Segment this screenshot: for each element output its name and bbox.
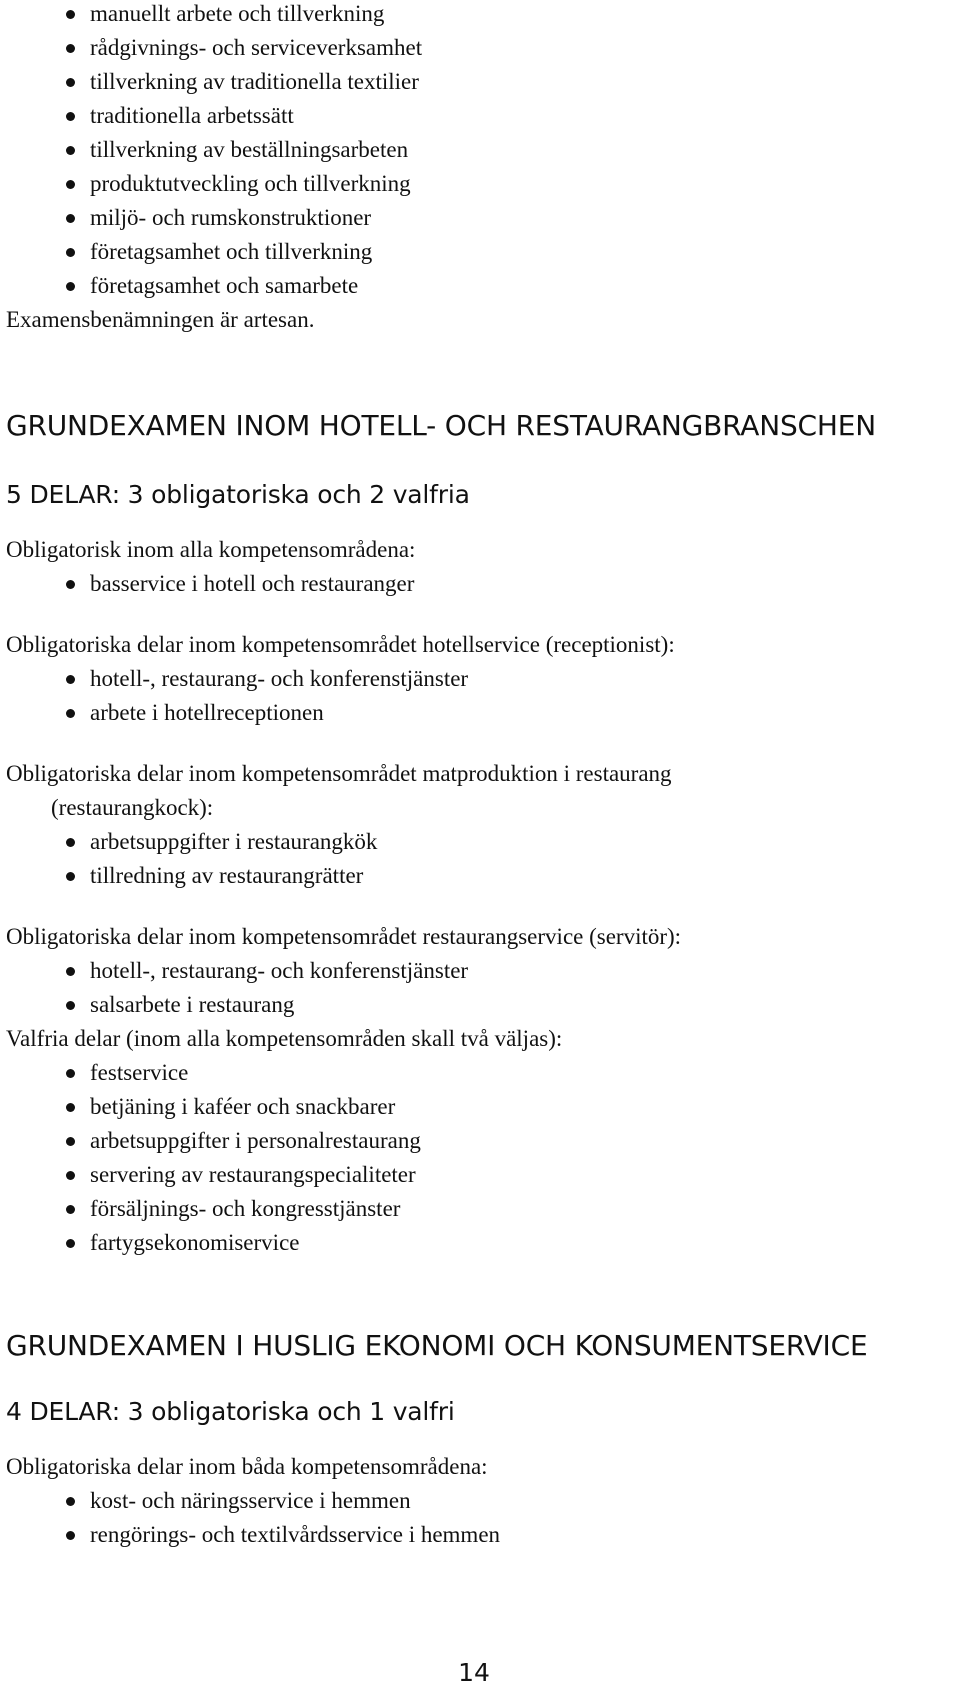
list-item: tillverkning av traditionella textilier [6,65,954,99]
bullet-icon [66,838,75,847]
bullet-icon [66,872,75,881]
bullet-icon [66,146,75,155]
list-item: rådgivnings- och serviceverksamhet [6,31,954,65]
hotel-cook-label: Obligatoriska delar inom kompetensområdet matproduktion i restaurang [6,761,672,786]
bullet-icon [66,1069,75,1078]
bullet-icon [66,1531,75,1540]
bullet-icon [66,214,75,223]
bullet-icon [66,10,75,19]
list-item: betjäning i kaféer och snackbarer [6,1090,954,1124]
bullet-icon [66,1497,75,1506]
page-number: 14 [458,1658,490,1687]
list-item: försäljnings- och kongresstjänster [6,1192,954,1226]
list-item: miljö- och rumskonstruktioner [6,201,954,235]
bullet-icon [66,1001,75,1010]
bullet-icon [66,248,75,257]
hotel-reception-list [6,662,954,730]
list-item: manuellt arbete och tillverkning [6,0,954,31]
document-page [6,0,954,1552]
list-item: tillverkning av beställningsarbeten [6,133,954,167]
hotel-cook-label-cont: (restaurangkock): [51,795,214,820]
bullet-icon [66,282,75,291]
list-item: produktutveckling och tillverkning [6,167,954,201]
hotel-section-heading: GRUNDEXAMEN INOM HOTELL- OCH RESTAURANGBRANSCHEN [6,409,876,442]
bullet-icon [66,1103,75,1112]
bullet-icon [66,1239,75,1248]
list-item: basservice i hotell och restauranger [6,567,954,601]
list-item: arbete i hotellreceptionen [6,696,954,730]
list-item: företagsamhet och tillverkning [6,235,954,269]
bullet-icon [66,112,75,121]
top-bullet-list [6,0,954,303]
degree-name-text: Examensbenämningen är artesan. [6,307,315,332]
household-section-heading: GRUNDEXAMEN I HUSLIG EKONOMI OCH KONSUMENTSERVICE [6,1329,868,1362]
list-item: traditionella arbetssätt [6,99,954,133]
bullet-icon [66,78,75,87]
hotel-waiter-list [6,954,954,1022]
hotel-waiter-label: Obligatoriska delar inom kompetensområdet restaurangservice (servitör): [6,924,682,949]
household-parts-heading: 4 DELAR: 3 obligatoriska och 1 valfri [6,1397,455,1426]
list-item: kost- och näringsservice i hemmen [6,1484,954,1518]
list-item: hotell-, restaurang- och konferenstjänster [6,662,954,696]
hotel-optional-label: Valfria delar (inom alla kompetensområden skall två väljas): [6,1026,563,1051]
bullet-icon [66,1171,75,1180]
bullet-icon [66,180,75,189]
list-item: fartygsekonomiservice [6,1226,954,1260]
hotel-common-label: Obligatorisk inom alla kompetensområdena: [6,537,416,562]
list-item: salsarbete i restaurang [6,988,954,1022]
bullet-icon [66,675,75,684]
bullet-icon [66,967,75,976]
list-item: rengörings- och textilvårdsservice i hemmen [6,1518,954,1552]
household-common-list [6,1484,954,1552]
bullet-icon [66,44,75,53]
bullet-icon [66,709,75,718]
list-item: festservice [6,1056,954,1090]
bullet-icon [66,1205,75,1214]
household-common-label: Obligatoriska delar inom båda kompetensområdena: [6,1454,488,1479]
hotel-common-list [6,567,954,601]
hotel-cook-list [6,825,954,893]
bullet-icon [66,1137,75,1146]
list-item: arbetsuppgifter i restaurangkök [6,825,954,859]
hotel-optional-list [6,1056,954,1260]
hotel-parts-heading: 5 DELAR: 3 obligatoriska och 2 valfria [6,480,470,509]
list-item: servering av restaurangspecialiteter [6,1158,954,1192]
bullet-icon [66,580,75,589]
list-item: hotell-, restaurang- och konferenstjänster [6,954,954,988]
hotel-reception-label: Obligatoriska delar inom kompetensområdet hotellservice (receptionist): [6,632,675,657]
list-item: arbetsuppgifter i personalrestaurang [6,1124,954,1158]
list-item: företagsamhet och samarbete [6,269,954,303]
list-item: tillredning av restaurangrätter [6,859,954,893]
